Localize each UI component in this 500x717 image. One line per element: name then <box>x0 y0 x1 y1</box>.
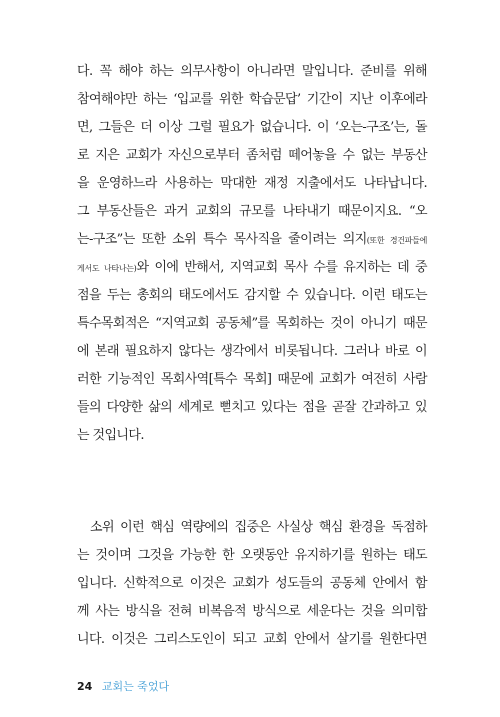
text-line <box>77 86 427 114</box>
text-segment: 와 이에 반해서, 지역교회 목사 수를 유지하는 데 중 <box>136 260 428 275</box>
text-line <box>77 114 427 142</box>
text-segment: 는-구조”는 또한 소위 특수 목사직을 줄이려는 의지 <box>77 232 367 247</box>
text-line <box>77 366 427 394</box>
inline-note: (또한 경건파들에 <box>366 236 427 245</box>
text-segment: 그 부동산들은 과거 교회의 규모를 나타내기 때문이지요. “오 <box>77 204 427 219</box>
text-line <box>77 170 427 198</box>
text-segment: 참여해야만 하는 ‘입교를 위한 학습문답’ 기간이 지난 이후에라 <box>77 92 427 107</box>
text-line <box>77 422 427 450</box>
paragraph-1 <box>77 58 427 450</box>
text-segment: 로 지은 교회가 자신으로부터 좀처럼 떼어놓을 수 없는 부동산 <box>77 148 427 163</box>
inline-note: 게서도 나타나는) <box>77 264 137 273</box>
text-segment: 는 것이며 그것을 가능한 한 오랫동안 유지하기를 원하는 태도 <box>77 548 427 563</box>
text-line <box>77 570 427 598</box>
text-line <box>77 542 427 570</box>
paragraph-2 <box>77 514 427 654</box>
running-title: 교회는 죽었다 <box>101 680 170 693</box>
text-segment: 면, 그들은 더 이상 그럴 필요가 없습니다. 이 ‘오는-구조’는, 돌 <box>77 120 427 135</box>
page-number: 24 <box>77 680 93 693</box>
text-line <box>77 394 427 422</box>
text-segment: 점을 두는 총회의 태도에서도 감지할 수 있습니다. 이런 태도는 <box>77 288 427 303</box>
text-line <box>77 226 427 254</box>
text-line <box>77 626 427 654</box>
text-segment: 께 사는 방식을 전혀 비복음적 방식으로 세운다는 것을 의미합 <box>77 604 427 619</box>
text-segment: 들의 다양한 삶의 세계로 뻗치고 있다는 점을 곧잘 간과하고 있 <box>77 400 427 415</box>
text-segment: 니다. 이것은 그리스도인이 되고 교회 안에서 살기를 원한다면 <box>77 632 427 647</box>
text-segment: 는 것입니다. <box>77 428 144 443</box>
text-segment: 에 본래 필요하지 않다는 생각에서 비롯됩니다. 그러나 바로 이 <box>77 344 427 359</box>
text-line <box>77 282 427 310</box>
text-segment: 러한 기능적인 목회사역[특수 목회] 때문에 교회가 여전히 사람 <box>77 372 427 387</box>
text-line <box>77 254 427 282</box>
text-line <box>77 514 427 542</box>
text-line <box>77 598 427 626</box>
text-line <box>77 142 427 170</box>
text-line <box>77 198 427 226</box>
text-line <box>77 58 427 86</box>
text-segment: 을 운영하느라 사용하는 막대한 재정 지출에서도 나타납니다. <box>77 176 427 191</box>
page-footer <box>77 678 169 694</box>
text-segment: 입니다. 신학적으로 이것은 교회가 성도들의 공동체 안에서 함 <box>77 576 427 591</box>
text-segment: 다. 꼭 해야 하는 의무사항이 아니라면 말입니다. 준비를 위해 <box>77 64 427 79</box>
text-segment: 특수목회적은 “지역교회 공동체”를 목회하는 것이 아니기 때문 <box>77 316 427 331</box>
text-segment: 소위 이런 핵심 역량에의 집중은 사실상 핵심 환경을 독점하 <box>90 520 427 535</box>
text-line <box>77 338 427 366</box>
text-line <box>77 310 427 338</box>
